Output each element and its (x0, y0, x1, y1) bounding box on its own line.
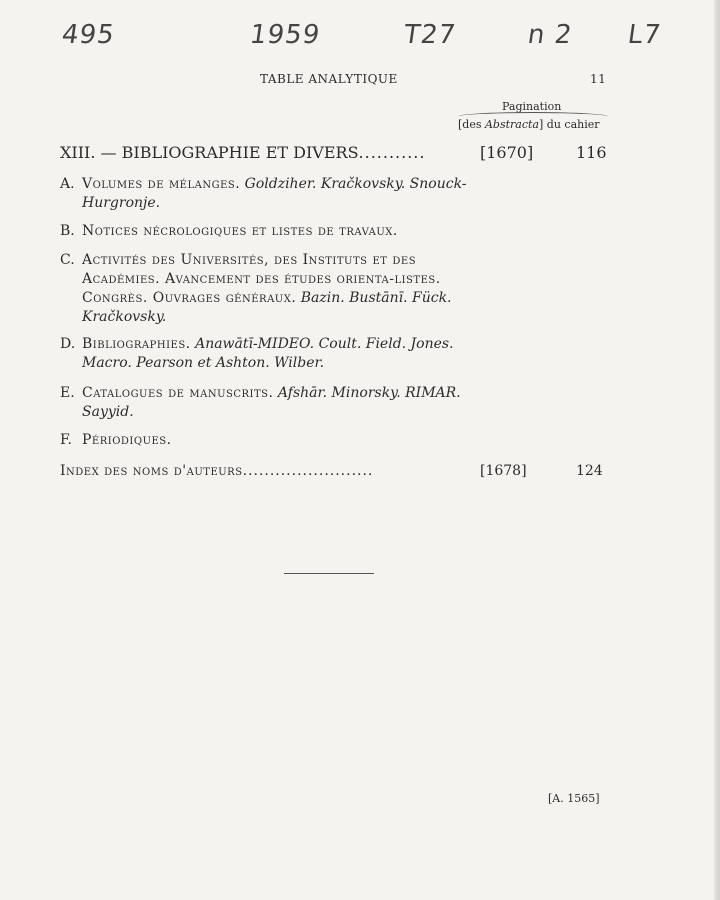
pagination-label: Pagination (502, 100, 562, 113)
handwritten-note: n 2 (525, 20, 575, 50)
toc-entry: E. Catalogues de manuscrits. Afshār. Minorsky. RIMAR. Sayyid. (60, 385, 461, 420)
entry-letter: C. (60, 252, 75, 268)
handwritten-note: L7 (625, 20, 664, 50)
toc-entry: A. Volumes de mélanges. Goldziher. Kračkovsky. Snouck-Hurgronje. (60, 176, 467, 211)
index-label: Index des noms d'auteurs........................ (60, 463, 374, 479)
cahier-page: 116 (576, 143, 607, 162)
divider (284, 573, 374, 574)
section-heading: XIII. — BIBLIOGRAPHIE ET DIVERS........... (60, 143, 426, 162)
page-edge (714, 0, 720, 900)
entry-letter: A. (60, 176, 75, 192)
running-head-title: TABLE ANALYTIQUE (260, 72, 398, 86)
pagination-sublabel: [des Abstracta] du cahier (458, 118, 600, 131)
handwritten-note: 495 (59, 20, 117, 50)
toc-entry: F. Périodiques. (60, 432, 172, 448)
entry-letter: D. (60, 336, 76, 352)
footer-ref: [A. 1565] (548, 792, 600, 805)
abstracta-ref: [1678] (480, 463, 527, 479)
running-head (0, 72, 720, 88)
entry-letter: E. (60, 385, 75, 401)
entry-letter: B. (60, 223, 75, 239)
abstracta-ref: [1670] (480, 143, 534, 162)
toc-entry: B. Notices nécrologiques et listes de travaux. (60, 223, 398, 239)
page-number: 11 (590, 72, 607, 86)
handwritten-note: T27 (401, 20, 459, 50)
entry-letter: F. (60, 432, 72, 448)
toc-entry: C. Activités des Universités, des Instituts et des Académies. Avancement des études orienta-listes. Congrès. Ouvrages généraux. Bazin. Bustānī. Fück. Kračkovsky. (60, 252, 452, 325)
handwritten-note: 1959 (247, 20, 323, 50)
toc-entry: D. Bibliographies. Anawātī-MIDEO. Coult. Field. Jones. Macro. Pearson et Ashton. Wilber. (60, 336, 454, 371)
cahier-page: 124 (576, 463, 603, 479)
